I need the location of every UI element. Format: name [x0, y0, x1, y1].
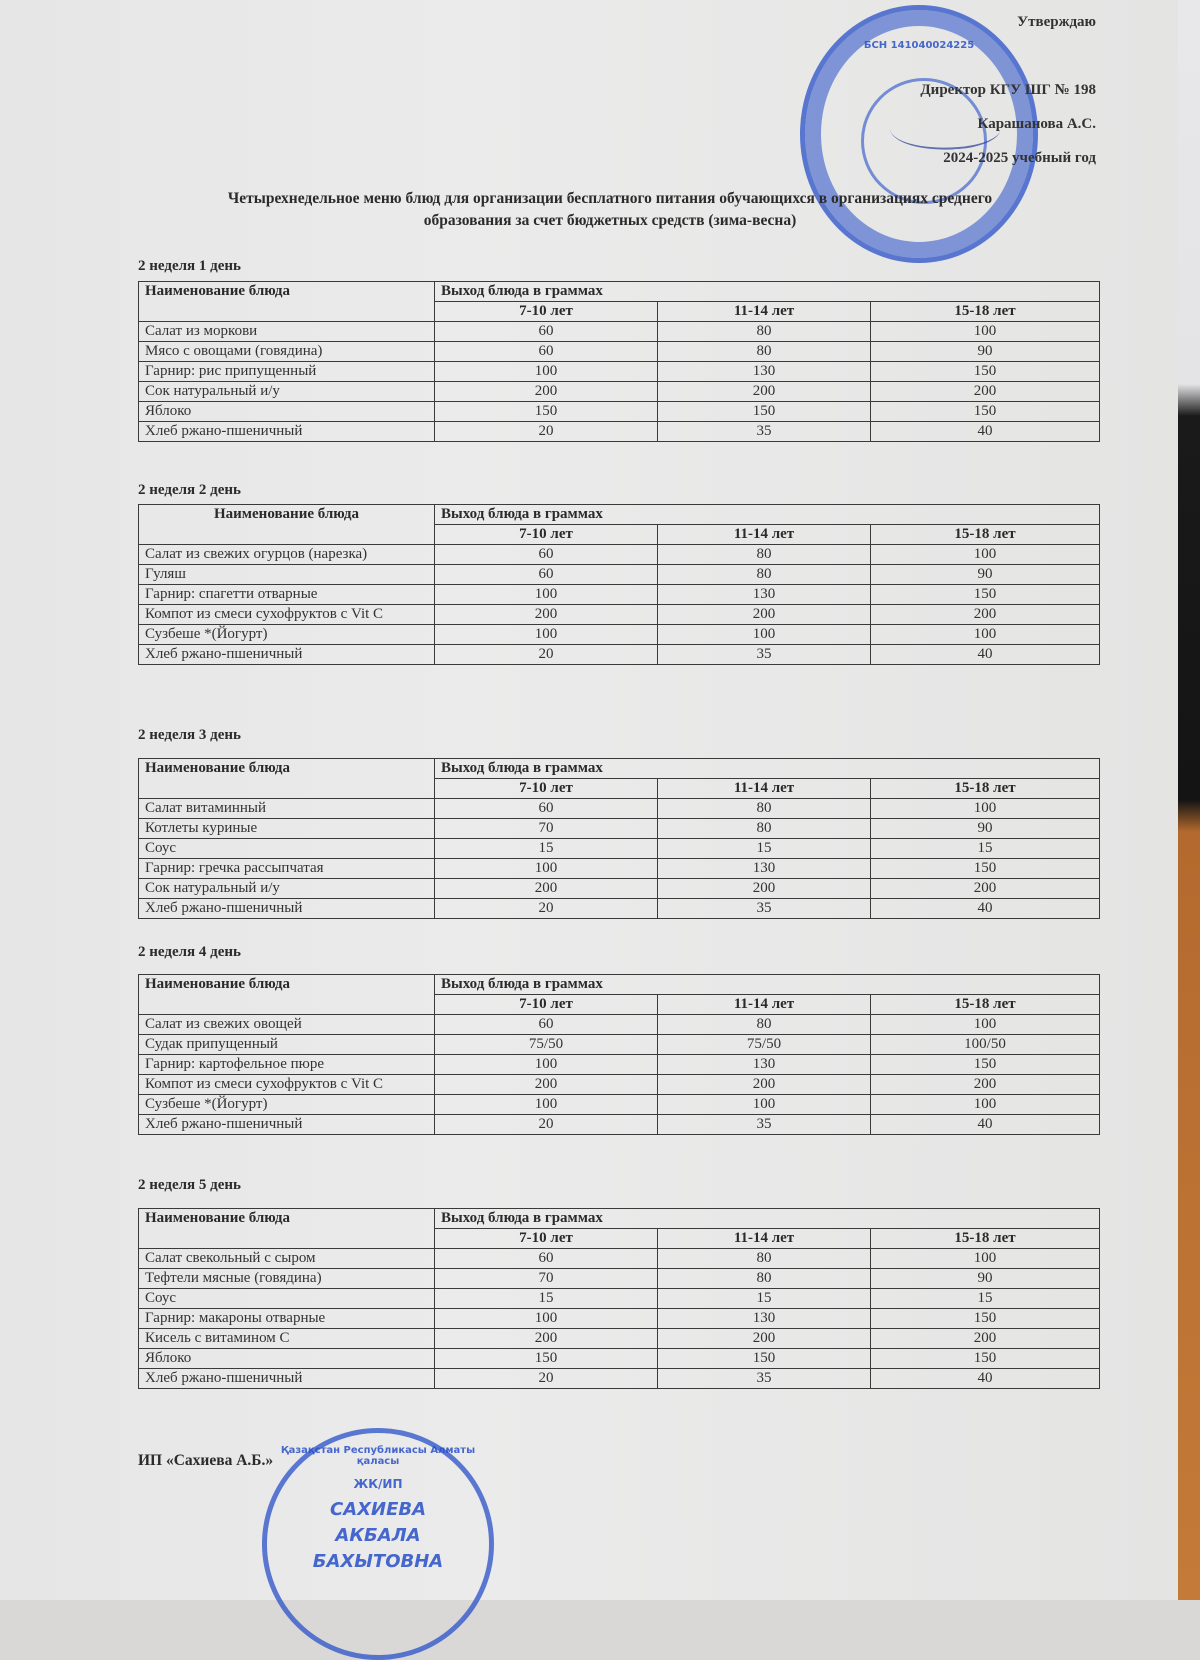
yield-grams: 200	[658, 1075, 871, 1095]
yield-grams: 200	[435, 605, 658, 625]
yield-grams: 20	[435, 645, 658, 665]
table-row	[139, 1329, 1100, 1349]
dish-name: Салат из свежих огурцов (нарезка)	[139, 545, 435, 565]
yield-grams: 90	[871, 1269, 1100, 1289]
yield-grams: 200	[871, 1329, 1100, 1349]
table-row	[139, 839, 1100, 859]
yield-grams: 80	[658, 819, 871, 839]
yield-grams: 80	[658, 1249, 871, 1269]
yield-grams: 70	[435, 819, 658, 839]
stamp-ring-text: БСН 141040024225	[863, 40, 975, 51]
stamp-ring-text: Қазақстан Республикасы Алматы қаласы	[280, 1445, 476, 1467]
yield-grams: 15	[871, 839, 1100, 859]
yield-grams: 15	[435, 839, 658, 859]
dish-name: Салат из свежих овощей	[139, 1015, 435, 1035]
yield-grams: 200	[871, 605, 1100, 625]
yield-grams: 150	[871, 859, 1100, 879]
age-group-header: 15-18 лет	[871, 995, 1100, 1015]
table-row	[139, 879, 1100, 899]
yield-grams: 130	[658, 859, 871, 879]
dish-name: Гарнир: макароны отварные	[139, 1309, 435, 1329]
age-group-header: 7-10 лет	[435, 779, 658, 799]
table-row	[139, 1349, 1100, 1369]
yield-grams: 35	[658, 899, 871, 919]
yield-grams: 100/50	[871, 1035, 1100, 1055]
yield-grams: 150	[871, 1349, 1100, 1369]
header-row	[139, 975, 1100, 995]
dish-name-header: Наименование блюда	[139, 759, 435, 799]
yield-header: Выход блюда в граммах	[435, 759, 1100, 779]
yield-grams: 100	[871, 1095, 1100, 1115]
yield-grams: 150	[658, 402, 871, 422]
day-label: 2 неделя 2 день	[138, 482, 241, 498]
dish-name: Соус	[139, 839, 435, 859]
table-row	[139, 859, 1100, 879]
dish-name: Тефтели мясные (говядина)	[139, 1269, 435, 1289]
menu-table	[138, 281, 1100, 442]
dish-name: Сузбеше *(Йогурт)	[139, 1095, 435, 1115]
yield-grams: 40	[871, 899, 1100, 919]
yield-grams: 150	[871, 362, 1100, 382]
day-label: 2 неделя 3 день	[138, 727, 241, 743]
dish-name: Хлеб ржано-пшеничный	[139, 1115, 435, 1135]
day-label: 2 неделя 1 день	[138, 258, 241, 274]
yield-grams: 60	[435, 342, 658, 362]
menu-table	[138, 504, 1100, 665]
yield-grams: 20	[435, 899, 658, 919]
dish-name: Яблоко	[139, 402, 435, 422]
dish-name: Гуляш	[139, 565, 435, 585]
yield-grams: 100	[871, 799, 1100, 819]
yield-grams: 15	[658, 839, 871, 859]
yield-grams: 15	[871, 1289, 1100, 1309]
table-row	[139, 625, 1100, 645]
dish-name: Компот из смеси сухофруктов с Vit C	[139, 605, 435, 625]
dish-name-header: Наименование блюда	[139, 282, 435, 322]
yield-grams: 90	[871, 342, 1100, 362]
yield-grams: 60	[435, 545, 658, 565]
table-row	[139, 342, 1100, 362]
table-row	[139, 1269, 1100, 1289]
dish-name: Хлеб ржано-пшеничный	[139, 1369, 435, 1389]
yield-grams: 90	[871, 565, 1100, 585]
yield-grams: 130	[658, 1055, 871, 1075]
dish-name: Сок натуральный и/у	[139, 879, 435, 899]
yield-grams: 200	[658, 879, 871, 899]
yield-grams: 100	[871, 1015, 1100, 1035]
stamp-line: БАХЫТОВНА	[312, 1551, 444, 1572]
age-group-header: 7-10 лет	[435, 525, 658, 545]
yield-grams: 100	[435, 362, 658, 382]
table-row	[139, 1369, 1100, 1389]
age-group-header: 7-10 лет	[435, 1229, 658, 1249]
yield-grams: 35	[658, 422, 871, 442]
yield-grams: 200	[435, 1075, 658, 1095]
table-row	[139, 1075, 1100, 1095]
yield-grams: 150	[435, 1349, 658, 1369]
table-row	[139, 1095, 1100, 1115]
age-group-header: 15-18 лет	[871, 1229, 1100, 1249]
yield-grams: 20	[435, 422, 658, 442]
table-row	[139, 645, 1100, 665]
table-row	[139, 819, 1100, 839]
yield-grams: 200	[871, 879, 1100, 899]
dish-name: Гарнир: гречка рассыпчатая	[139, 859, 435, 879]
school-year: 2024-2025 учебный год	[943, 150, 1096, 166]
director-line: Директор КГУ ШГ № 198	[920, 82, 1096, 98]
yield-grams: 100	[871, 1249, 1100, 1269]
yield-grams: 200	[435, 1329, 658, 1349]
table-row	[139, 1115, 1100, 1135]
director-name: Карашанова А.С.	[977, 116, 1096, 132]
dish-name: Гарнир: рис припущенный	[139, 362, 435, 382]
yield-grams: 200	[871, 382, 1100, 402]
table-row	[139, 1035, 1100, 1055]
dish-name: Салат свекольный с сыром	[139, 1249, 435, 1269]
yield-grams: 40	[871, 422, 1100, 442]
yield-grams: 200	[658, 605, 871, 625]
yield-grams: 90	[871, 819, 1100, 839]
age-group-header: 11-14 лет	[658, 302, 871, 322]
yield-grams: 80	[658, 322, 871, 342]
yield-header: Выход блюда в граммах	[435, 975, 1100, 995]
dish-name: Сузбеше *(Йогурт)	[139, 625, 435, 645]
dish-name: Котлеты куриные	[139, 819, 435, 839]
yield-grams: 100	[435, 1095, 658, 1115]
yield-grams: 20	[435, 1369, 658, 1389]
yield-grams: 100	[435, 1309, 658, 1329]
dish-name: Мясо с овощами (говядина)	[139, 342, 435, 362]
yield-grams: 80	[658, 342, 871, 362]
yield-grams: 15	[658, 1289, 871, 1309]
menu-table	[138, 1208, 1100, 1389]
table-row	[139, 1015, 1100, 1035]
yield-grams: 150	[658, 1349, 871, 1369]
yield-grams: 35	[658, 1115, 871, 1135]
yield-grams: 100	[658, 625, 871, 645]
yield-grams: 80	[658, 1269, 871, 1289]
yield-grams: 35	[658, 645, 871, 665]
table-row	[139, 382, 1100, 402]
stamp-line: АКБАЛА	[335, 1525, 421, 1546]
age-group-header: 11-14 лет	[658, 1229, 871, 1249]
yield-header: Выход блюда в граммах	[435, 1209, 1100, 1229]
yield-grams: 200	[871, 1075, 1100, 1095]
yield-grams: 150	[435, 402, 658, 422]
yield-grams: 200	[435, 382, 658, 402]
dish-name: Хлеб ржано-пшеничный	[139, 645, 435, 665]
title-line-2: образования за счет бюджетных средств (зима-весна)	[423, 212, 797, 229]
table-row	[139, 1249, 1100, 1269]
yield-grams: 100	[871, 545, 1100, 565]
supplier-stamp	[262, 1428, 494, 1660]
dish-name: Салат из моркови	[139, 322, 435, 342]
table-row	[139, 545, 1100, 565]
header-row	[139, 1209, 1100, 1229]
yield-grams: 200	[658, 382, 871, 402]
age-group-header: 15-18 лет	[871, 302, 1100, 322]
yield-grams: 150	[871, 402, 1100, 422]
table-row	[139, 605, 1100, 625]
yield-header: Выход блюда в граммах	[435, 505, 1100, 525]
yield-grams: 60	[435, 1249, 658, 1269]
menu-table	[138, 974, 1100, 1135]
yield-grams: 40	[871, 1115, 1100, 1135]
yield-grams: 60	[435, 799, 658, 819]
title-line-1: Четырехнедельное меню блюд для организации бесплатного питания обучающихся в организациях среднего	[227, 190, 993, 207]
yield-grams: 130	[658, 585, 871, 605]
day-label: 2 неделя 5 день	[138, 1177, 241, 1193]
yield-grams: 100	[435, 1055, 658, 1075]
approve-label: Утверждаю	[1017, 14, 1096, 30]
yield-grams: 70	[435, 1269, 658, 1289]
dish-name: Гарнир: спагетти отварные	[139, 585, 435, 605]
table-row	[139, 899, 1100, 919]
yield-grams: 100	[435, 625, 658, 645]
yield-grams: 75/50	[658, 1035, 871, 1055]
supplier-signature: ИП «Сахиева А.Б.»	[138, 1452, 274, 1469]
table-row	[139, 1309, 1100, 1329]
stamp-line: ЖК/ИП	[353, 1477, 403, 1491]
age-group-header: 11-14 лет	[658, 779, 871, 799]
dish-name: Хлеб ржано-пшеничный	[139, 422, 435, 442]
dish-name: Кисель с витамином С	[139, 1329, 435, 1349]
yield-grams: 150	[871, 585, 1100, 605]
table-row	[139, 1289, 1100, 1309]
header-row	[139, 282, 1100, 302]
document-title	[130, 188, 1090, 232]
yield-grams: 100	[435, 585, 658, 605]
yield-grams: 40	[871, 1369, 1100, 1389]
yield-grams: 100	[871, 625, 1100, 645]
menu-table	[138, 758, 1100, 919]
table-row	[139, 799, 1100, 819]
dish-name: Сок натуральный и/у	[139, 382, 435, 402]
table-row	[139, 422, 1100, 442]
age-group-header: 7-10 лет	[435, 302, 658, 322]
day-label: 2 неделя 4 день	[138, 944, 241, 960]
yield-grams: 40	[871, 645, 1100, 665]
yield-grams: 15	[435, 1289, 658, 1309]
yield-grams: 80	[658, 1015, 871, 1035]
dish-name: Салат витаминный	[139, 799, 435, 819]
table-row	[139, 322, 1100, 342]
yield-grams: 100	[658, 1095, 871, 1115]
dish-name: Хлеб ржано-пшеничный	[139, 899, 435, 919]
dish-name: Яблоко	[139, 1349, 435, 1369]
yield-grams: 130	[658, 362, 871, 382]
yield-grams: 130	[658, 1309, 871, 1329]
yield-grams: 150	[871, 1055, 1100, 1075]
dish-name: Компот из смеси сухофруктов с Vit C	[139, 1075, 435, 1095]
age-group-header: 11-14 лет	[658, 525, 871, 545]
table-row	[139, 362, 1100, 382]
age-group-header: 11-14 лет	[658, 995, 871, 1015]
header-row	[139, 505, 1100, 525]
yield-grams: 100	[435, 859, 658, 879]
age-group-header: 15-18 лет	[871, 779, 1100, 799]
yield-grams: 60	[435, 565, 658, 585]
age-group-header: 7-10 лет	[435, 995, 658, 1015]
yield-grams: 75/50	[435, 1035, 658, 1055]
yield-grams: 80	[658, 565, 871, 585]
header-row	[139, 759, 1100, 779]
yield-grams: 200	[435, 879, 658, 899]
yield-grams: 80	[658, 799, 871, 819]
table-row	[139, 585, 1100, 605]
dish-name-header: Наименование блюда	[139, 1209, 435, 1249]
yield-grams: 60	[435, 322, 658, 342]
yield-header: Выход блюда в граммах	[435, 282, 1100, 302]
dish-name-header: Наименование блюда	[139, 975, 435, 1015]
dish-name-header: Наименование блюда	[139, 505, 435, 545]
background-edge	[1178, 0, 1200, 1600]
yield-grams: 150	[871, 1309, 1100, 1329]
table-row	[139, 565, 1100, 585]
age-group-header: 15-18 лет	[871, 525, 1100, 545]
yield-grams: 35	[658, 1369, 871, 1389]
yield-grams: 60	[435, 1015, 658, 1035]
stamp-line: САХИЕВА	[329, 1499, 427, 1520]
yield-grams: 100	[871, 322, 1100, 342]
yield-grams: 20	[435, 1115, 658, 1135]
dish-name: Гарнир: картофельное пюре	[139, 1055, 435, 1075]
dish-name: Соус	[139, 1289, 435, 1309]
table-row	[139, 402, 1100, 422]
table-row	[139, 1055, 1100, 1075]
yield-grams: 200	[658, 1329, 871, 1349]
dish-name: Судак припущенный	[139, 1035, 435, 1055]
yield-grams: 80	[658, 545, 871, 565]
